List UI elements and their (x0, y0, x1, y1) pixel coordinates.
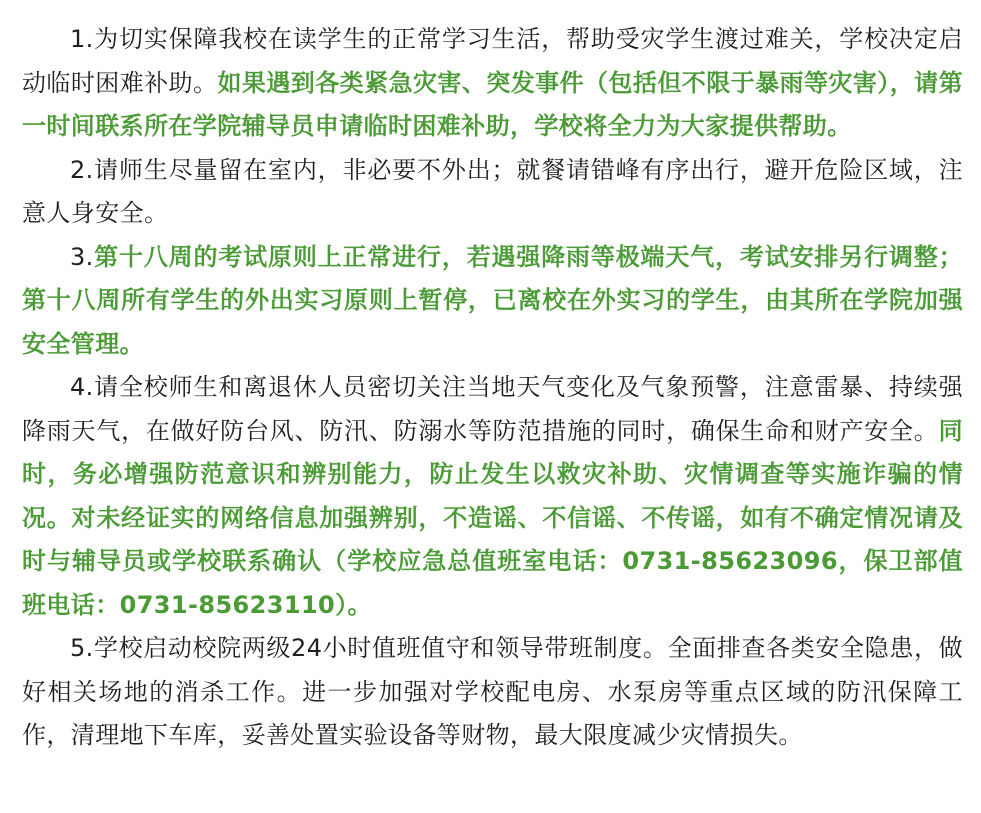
paragraph-3-exams-internship (22, 236, 963, 367)
paragraph-3-highlight-text: 第十八周的考试原则上正常进行，若遇强降雨等极端天气，考试安排另行调整；第十八周所有学生的外出实习原则上暂停，已离校在外实习的学生，由其所在学院加强安全管理。 (22, 242, 963, 358)
paragraph-1-highlight-text: 如果遇到各类紧急灾害、突发事件（包括但不限于暴雨等灾害），请第一时间联系所在学院辅导员申请临时困难补助，学校将全力为大家提供帮助。 (22, 68, 963, 140)
paragraph-4-weather-safety (22, 366, 963, 627)
paragraph-2-normal-text: 2.请师生尽量留在室内，非必要不外出；就餐请错峰有序出行，避开危险区域，注意人身安全。 (22, 155, 963, 227)
paragraph-5-normal-text: 5.学校启动校院两级24小时值班值守和领导带班制度。全面排查各类安全隐患，做好相关场地的消杀工作。进一步加强对学校配电房、水泵房等重点区域的防汛保障工作，清理地下车库，妥善处置实验设备等财物，最大限度减少灾情损失。 (22, 634, 963, 749)
paragraph-4-highlight-text: 同时，务必增强防范意识和辨别能力，防止发生以救灾补助、灾情调查等实施诈骗的情况。对未经证实的网络信息加强辨别，不造谣、不信谣、不传谣，如有不确定情况请及时与辅导员或学校联系确认（学校应急总值班室电话：0731-85623096，保卫部值班电话：0731-85623110）。 (22, 416, 963, 619)
paragraph-1-financial-aid (22, 18, 963, 149)
paragraph-3-normal-text: 3. (70, 242, 94, 271)
paragraph-4-normal-text: 4.请全校师生和离退休人员密切关注当地天气变化及气象预警，注意雷暴、持续强降雨天气，在做好防台风、防汛、防溺水等防范措施的同时，确保生命和财产安全。 (22, 373, 963, 445)
paragraph-5-duty-system (22, 627, 963, 758)
paragraph-1-normal-text: 1.为切实保障我校在读学生的正常学习生活，帮助受灾学生渡过难关，学校决定启动临时困难补助。 (22, 25, 963, 97)
paragraph-2-stay-indoors (22, 149, 963, 236)
